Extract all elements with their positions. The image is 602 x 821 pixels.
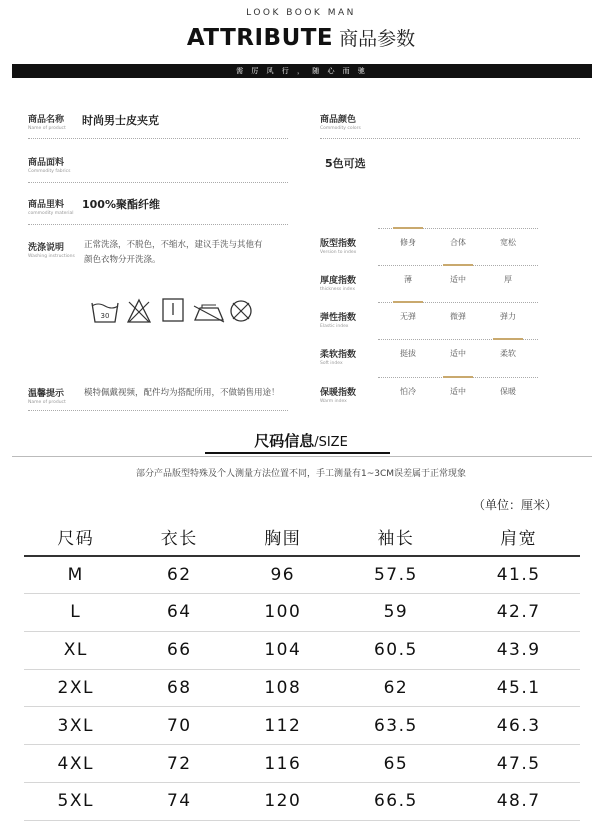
divider [320, 138, 580, 139]
brand-text: LOOK BOOK MAN [246, 8, 356, 18]
size-divider [12, 456, 592, 457]
no-tumble-dry-icon [229, 299, 253, 323]
table-cell: 46.3 [457, 707, 580, 745]
attr-lining-label: 商品里料 commodity material [28, 200, 74, 216]
table-cell: 3XL [24, 707, 128, 745]
index-label: 厚度指数 thickness index [320, 276, 357, 292]
attr-name-label: 商品名称 Name of product [28, 115, 66, 131]
size-title-underline [205, 452, 390, 454]
table-row [24, 594, 580, 632]
index-option: 怕冷 [400, 387, 416, 396]
table-cell: M [24, 556, 128, 594]
svg-text:30: 30 [100, 312, 110, 320]
table-row [24, 669, 580, 707]
index-option: 微弹 [450, 312, 466, 321]
column-header: 袖长 [335, 518, 458, 556]
index-option: 适中 [450, 275, 466, 284]
tagline-bar: 需 厉 风 行 ， 随 心 而 驰 [12, 64, 592, 78]
table-cell: 62 [128, 556, 232, 594]
index-option: 挺拔 [400, 349, 416, 358]
table-cell: 57.5 [335, 556, 458, 594]
index-option: 弹力 [500, 312, 516, 321]
attr-fabric-label: 商品面料 Commodity fabrics [28, 158, 71, 174]
title-en: ATTRIBUTE [186, 25, 334, 51]
index-option: 保暖 [500, 387, 516, 396]
column-header: 胸围 [231, 518, 335, 556]
index-marker [443, 376, 473, 378]
table-row [24, 631, 580, 669]
index-option: 柔软 [500, 349, 516, 358]
table-header-row [24, 518, 580, 556]
table-cell: 64 [128, 594, 232, 632]
page-title [0, 24, 602, 51]
attr-name-value: 时尚男士皮夹克 [82, 114, 159, 127]
index-marker [393, 301, 423, 303]
index-marker [493, 338, 523, 340]
index-option: 厚 [504, 275, 512, 284]
table-cell: 45.1 [457, 669, 580, 707]
attr-lining-value: 100%聚酯纤维 [82, 198, 160, 211]
index-option: 宽松 [500, 238, 516, 247]
table-cell: 74 [128, 783, 232, 821]
table-cell: 59 [335, 594, 458, 632]
no-bleach-icon [126, 298, 152, 324]
table-cell: 112 [231, 707, 335, 745]
column-header: 衣长 [128, 518, 232, 556]
attr-color-value: 5色可选 [325, 157, 366, 170]
index-marker [443, 264, 473, 266]
divider [28, 224, 288, 225]
divider [28, 138, 288, 139]
index-option: 适中 [450, 349, 466, 358]
line-dry-icon [161, 297, 185, 323]
table-cell: 41.5 [457, 556, 580, 594]
table-cell: 120 [231, 783, 335, 821]
table-cell: 2XL [24, 669, 128, 707]
table-cell: 104 [231, 631, 335, 669]
table-cell: 70 [128, 707, 232, 745]
divider [28, 182, 288, 183]
index-option: 适中 [450, 387, 466, 396]
table-cell: 66.5 [335, 783, 458, 821]
table-cell: 5XL [24, 783, 128, 821]
iron-icon [192, 303, 226, 323]
attr-tips-label: 温馨提示 Name of product [28, 389, 66, 405]
care-description: 正常洗涤，不脱色，不缩水，建议手洗与其他有 颜色衣物分开洗涤。 [84, 240, 263, 265]
table-cell: 60.5 [335, 631, 458, 669]
wash-30-icon [90, 299, 120, 325]
table-cell: 108 [231, 669, 335, 707]
index-marker [393, 227, 423, 229]
index-label: 保暖指数 Warm index [320, 388, 357, 404]
size-note: 部分产品版型特殊及个人测量方法位置不同，手工测量有1~3CM误差属于正常现象 [135, 469, 467, 479]
table-row [24, 745, 580, 783]
index-option: 薄 [404, 275, 412, 284]
column-header: 肩宽 [457, 518, 580, 556]
title-cn: 商品参数 [339, 28, 416, 50]
attr-care-label: 洗涤说明 Washing instructions [28, 243, 75, 259]
table-cell: 4XL [24, 745, 128, 783]
table-cell: 48.7 [457, 783, 580, 821]
table-cell: 47.5 [457, 745, 580, 783]
index-option: 无弹 [400, 312, 416, 321]
table-cell: 65 [335, 745, 458, 783]
column-header: 尺码 [24, 518, 128, 556]
table-cell: 63.5 [335, 707, 458, 745]
table-row [24, 783, 580, 821]
index-label: 柔软指数 Soft index [320, 350, 357, 366]
table-cell: 42.7 [457, 594, 580, 632]
table-row [24, 707, 580, 745]
tips-text: 模特佩戴视频，配件均为搭配所用，不做销售用途！ [84, 388, 280, 398]
table-cell: XL [24, 631, 128, 669]
table-cell: 43.9 [457, 631, 580, 669]
table-cell: 62 [335, 669, 458, 707]
size-table [24, 518, 580, 821]
table-cell: L [24, 594, 128, 632]
table-cell: 96 [231, 556, 335, 594]
index-label: 弹性指数 Elastic index [320, 313, 357, 329]
unit-label: （单位：厘米） [473, 498, 558, 512]
index-label: 版型指数 Version to index [320, 239, 357, 255]
table-cell: 68 [128, 669, 232, 707]
divider [28, 410, 288, 411]
table-cell: 66 [128, 631, 232, 669]
table-cell: 100 [231, 594, 335, 632]
table-cell: 72 [128, 745, 232, 783]
index-option: 合体 [450, 238, 466, 247]
table-cell: 116 [231, 745, 335, 783]
table-row [24, 556, 580, 594]
index-option: 修身 [400, 238, 416, 247]
size-title: 尺码信息/SIZE [254, 432, 348, 450]
attr-color-label: 商品颜色 Commodity colors [320, 115, 361, 131]
